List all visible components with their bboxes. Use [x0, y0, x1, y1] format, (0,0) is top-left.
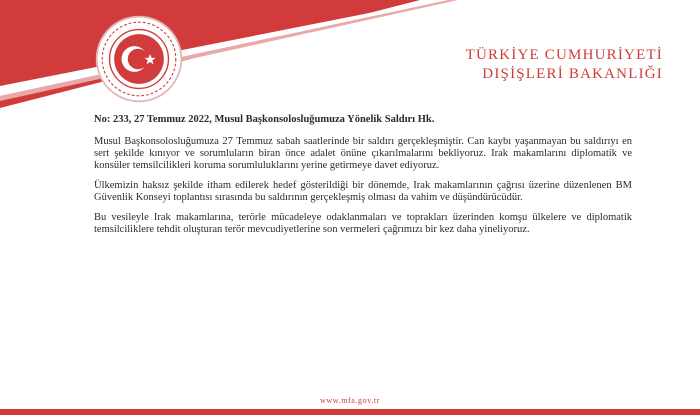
ministry-title-line1: TÜRKİYE CUMHURİYETİ: [465, 47, 663, 63]
statement-body: [94, 114, 632, 244]
statement-reference: No: 233, 27 Temmuz 2022, Musul Başkonsolosluğumuza Yönelik Saldırı Hk.: [94, 114, 435, 125]
statement-paragraph-2: Ülkemizin haksız şekilde itham edilerek hedef gösterildiği bir dönemde, Irak makamlarının çağrısı üzerine düzenlenen BM Güvenlik Konseyi toplantısı sırasında bu saldırının gerçekleşmiş olması da vahim ve düşündürücüdür.: [94, 180, 632, 203]
footer-red-bar: [0, 409, 700, 415]
statement-paragraph-3: Bu vesileyle Irak makamlarına, terörle mücadeleye odaklanmaları ve toprakları üzerinden komşu ülkelere ve diplomatik temsilciliklere tehdit oluşturan terör mevcudiyetlerine son vermeleri çağrımızı bir kez daha yineliyoruz.: [94, 212, 632, 235]
ministry-title: [466, 46, 663, 84]
footer-website-link[interactable]: www.mfa.gov.tr: [319, 396, 381, 405]
ministry-title-line2: DIŞİŞLERİ BAKANLIĞI: [482, 66, 663, 82]
statement-paragraph-1: Musul Başkonsolosluğumuza 27 Temmuz sabah saatlerinde bir saldırı gerçekleşmiştir. Can kaybı yaşanmayan bu saldırıyı en sert şekilde kınıyor ve sorumluların biran önce adalet önüne çıkarılmalarını bekliyoruz. Irak makamlarını diplomatik ve konsüler temsilcilikleri koruma sorumluluklarını yerine getirmeye davet ediyoruz.: [94, 136, 632, 171]
ministry-seal-icon: [93, 13, 185, 105]
